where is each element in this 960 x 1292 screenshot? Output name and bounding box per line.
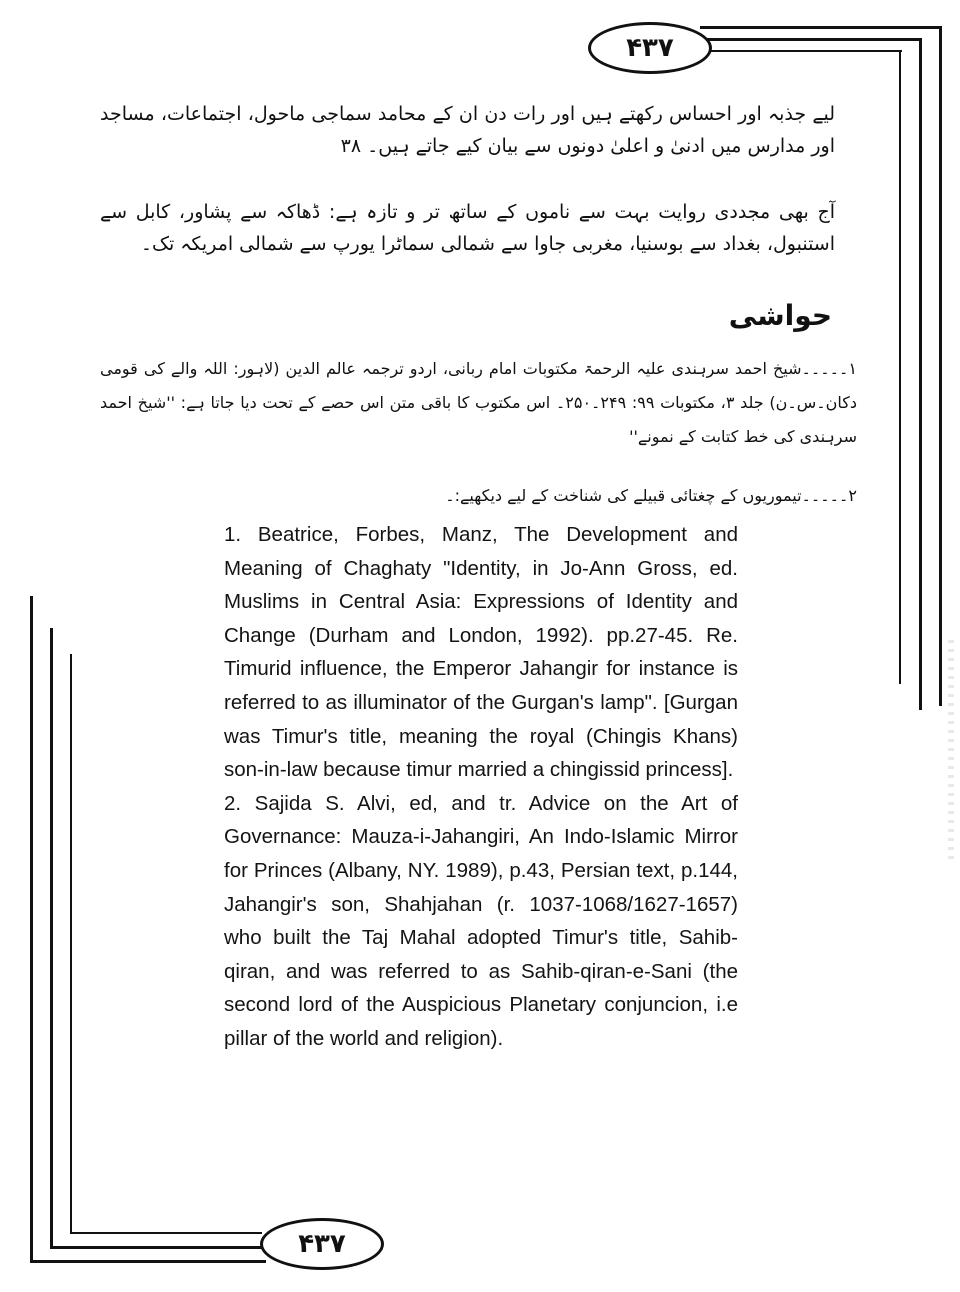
frame-top-line-outer bbox=[700, 26, 942, 29]
footnote-2: ۲۔۔۔۔۔تیموریوں کے چغتائی قبیلے کی شناخت کے لیے دیکھیے:۔ bbox=[445, 486, 857, 505]
frame-right-line-outer bbox=[939, 26, 942, 706]
frame-bottom-line-inner bbox=[70, 1232, 262, 1234]
frame-bottom-line-outer bbox=[30, 1260, 266, 1263]
frame-left-line-inner bbox=[70, 654, 72, 1234]
footnotes-heading: حواشی bbox=[728, 299, 832, 332]
frame-top-line-inner bbox=[706, 50, 902, 52]
footnote-1: ۱۔۔۔۔۔شیخ احمد سرہندی علیہ الرحمۃ مکتوبات امام ربانی، اردو ترجمہ عالم الدین (لاہور: اللہ والے کی قومی دکان۔س۔ن) جلد ۳، مکتوبات ۹۹: ۲۴۹۔۲۵۰۔ اس مکتوب کا باقی متن اس حصے کے تحت دیا جاتا ہے: ''شیخ احمد سرہندی کی خط کتابت کے نمونے'' bbox=[100, 359, 857, 446]
page-number-top: ۴۳۷ bbox=[588, 22, 712, 74]
frame-bottom-line-middle bbox=[50, 1246, 264, 1249]
frame-left-line-outer bbox=[30, 596, 33, 1262]
frame-left-line-middle bbox=[50, 628, 53, 1248]
english-reference-1: 1. Beatrice, Forbes, Manz, The Development and Meaning of Chaghaty "Identity, in Jo-Ann Gross, ed. Muslims in Central Asia: Expressions of Identity and Change (Durham and London, 1992). pp.27-45. Re. Timurid influence, the Emperor Jahangir for instance is referred to as illuminator of the Gurgan's lamp". [Gurgan was Timur's title, meaning the royal (Chingis Khans) son-in-law because timur married a chingissid princess]. bbox=[224, 523, 738, 782]
english-references bbox=[224, 518, 738, 1056]
urdu-paragraph-2: آج بھی مجددی روایت بہت سے ناموں کے ساتھ تر و تازہ ہے: ڈھاکہ سے پشاور، کابل سے استنبول، بغداد سے بوسنیا، مغربی جاوا سے شمالی سماٹرا یورپ سے شمالی امریکہ تک۔ bbox=[100, 201, 835, 255]
frame-top-line-middle bbox=[704, 38, 922, 41]
urdu-paragraph-1: لیے جذبہ اور احساس رکھتے ہیں اور رات دن ان کے محامد سماجی ماحول، اجتماعات، مساجد اور مدارس میں ادنیٰ و اعلیٰ دونوں سے بیان کیے جاتے ہیں۔ ۳۸ bbox=[100, 103, 835, 157]
frame-right-line-inner bbox=[899, 50, 901, 684]
english-reference-2: 2. Sajida S. Alvi, ed, and tr. Advice on the Art of Governance: Mauza-i-Jahangiri, An Indo-Islamic Mirror for Princes (Albany, NY. 1989), p.43, Persian text, p.144, Jahangir's son, Shahjahan (r. 1037-1068/1627-1657) who built the Taj Mahal adopted Timur's title, Sahib-qiran, and was referred to as Sahib-qiran-e-Sani (the second lord of the Auspicious Planetary conjuncion, i.e pillar of the world and religion). bbox=[224, 791, 738, 1050]
page-number-bottom: ۴۳۷ bbox=[260, 1218, 384, 1270]
frame-right-line-middle bbox=[919, 38, 922, 710]
scan-artifact bbox=[948, 640, 954, 860]
